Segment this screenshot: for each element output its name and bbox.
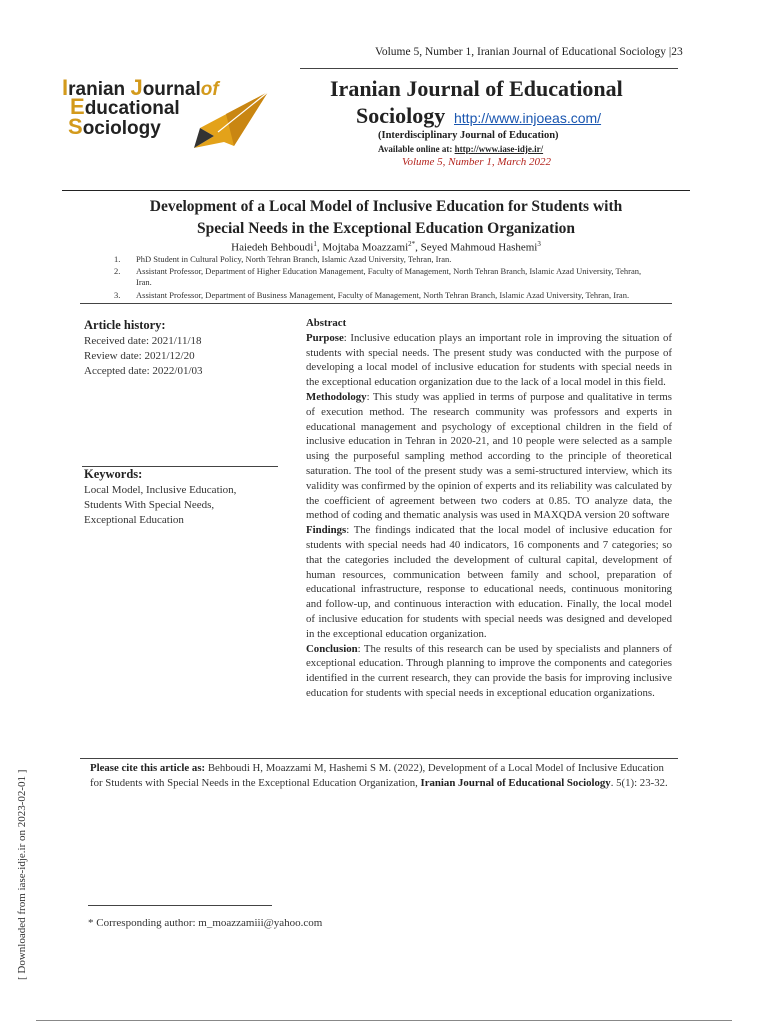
logo-line-2: Educational (70, 94, 180, 119)
header-rule (300, 68, 678, 69)
affiliation-number: 1. (114, 254, 121, 264)
pen-nib-icon (190, 88, 270, 150)
citation-rule (80, 758, 678, 759)
download-watermark: [ Downloaded from iase-idje.ir on 2023-02-01 ] (16, 769, 28, 980)
paper-title (80, 196, 692, 240)
author: Seyed Mahmoud Hashemi (420, 241, 538, 254)
abstract (306, 316, 672, 701)
corresponding-author: * Corresponding author: m_moazzamiii@yahoo.com (88, 917, 323, 929)
abstract-methodology: Methodology: This study was applied in terms of purpose and qualitative in terms of execution method. The research community was professors and experts in educational management and psychology of exceptional children in the field of inclusive education in Tehran in 2020-21, and 10 people were selected as a sample using the purposeful sampling method according to the principle of theoretical saturation. The tool of the present study was a semi-structured interview, which its validity was confirmed by the opinion of experts and its reliability was calculated by the coefficient of agreement between two coders at 0.85. TO analyze data, the method of coding and thematic analysis was used in MAXQDA version 20 software (306, 390, 672, 522)
author-sup: 2* (408, 240, 416, 248)
abstract-conclusion: Conclusion: The results of this research can be used by specialists and planners of exceptional education. Through planning to improve the components and categories identified in the current research, they can provide the basis for improving inclusive education for students with special needs in exceptional education organizations. (306, 642, 672, 699)
logo-line-1: Iranian Journalof (62, 75, 219, 100)
journal-logo (62, 74, 272, 154)
citation (90, 761, 670, 791)
author-sup: 1 (313, 240, 317, 248)
keyword-line: Students With Special Needs, (84, 499, 215, 511)
keyword-line: Exceptional Education (84, 514, 184, 526)
affiliation-rule (80, 303, 672, 304)
author: Haiedeh Behboudi (231, 241, 314, 254)
page-bottom-rule (36, 1020, 732, 1021)
journal-subtitle: (Interdisciplinary Journal of Education) (378, 130, 559, 141)
author-list: Haiedeh Behboudi$^1$, Mojtaba Moazzami$^{2*}$, Seyed Mahmoud Hashemi$^3$ (231, 240, 541, 254)
journal-title: Iranian Journal of Educational (330, 76, 623, 101)
author-sup: 3 (537, 240, 541, 248)
affiliation: Assistant Professor, Department of Business Management, Faculty of Management, North Tehran Branch, Islamic Azad University, Tehran, Iran. (136, 290, 630, 300)
abstract-findings: Findings: The findings indicated that the local model of inclusive education for students with special needs had 40 indicators, 16 components and 7 categories; so that the categories included the development of cultural capital, development of human resources, communication between family and school, preparation of educational infrastructure, response to educational needs, continuous monitoring and follow-up, and continuous interaction with education. Finally, the local model of inclusive education for students with special needs was designed and developed in the exceptional education organization. (306, 524, 672, 640)
issue-info: Volume 5, Number 1, March 2022 (402, 156, 551, 168)
available-label: Available online at: (378, 144, 455, 154)
paper-title-line-2: Special Needs in the Exceptional Education Organization (196, 220, 576, 237)
keyword-line: Local Model, Inclusive Education, (84, 484, 237, 496)
article-history-label: Article history: (84, 318, 166, 332)
affiliation: PhD Student in Cultural Policy, North Tehran Branch, Islamic Azad University, Tehran, Iran. (136, 254, 452, 264)
available-url-link[interactable]: http://www.iase-idje.ir/ (454, 144, 544, 154)
author: Mojtaba Moazzami (322, 241, 409, 254)
affiliation-continued: Iran. (136, 277, 152, 287)
keywords-label: Keywords: (84, 467, 143, 481)
citation-text: Behboudi H, Moazzami M, Hashemi S M. (2022), Development of a Local Model of Inclusive Education for Students with Special Needs in the Exceptional Education Organization, (90, 762, 664, 789)
paper-title-line-1: Development of a Local Model of Inclusive Education for Students with (149, 198, 623, 215)
received-date: Received date: 2021/11/18 (84, 335, 202, 347)
title-rule (62, 190, 690, 191)
affiliation: Assistant Professor, Department of Higher Education Management, Faculty of Management, North Tehran Branch, Islamic Azad University, Tehran, (136, 266, 642, 276)
journal-title-line-2: Sociology (356, 103, 446, 128)
citation-journal: Iranian Journal of Educational Sociology (420, 777, 611, 789)
footnote-rule (88, 905, 272, 906)
citation-tail: . 5(1): 23-32. (610, 777, 668, 789)
running-head: Volume 5, Number 1, Iranian Journal of Educational Sociology |23 (375, 46, 683, 58)
citation-label: Please cite this article as: (90, 762, 208, 774)
review-date: Review date: 2021/12/20 (84, 350, 195, 362)
logo-line-3: Sociology (68, 114, 161, 139)
affiliation-number: 3. (114, 290, 121, 300)
available-online (378, 144, 543, 154)
accepted-date: Accepted date: 2022/01/03 (84, 365, 203, 377)
affiliation-number: 2. (114, 266, 121, 276)
journal-url-link[interactable]: http://www.injoeas.com/ (454, 110, 602, 126)
abstract-purpose: Purpose: Inclusive education plays an important role in improving the situation of students with special needs. The present study was conducted with the purpose of developing a local model of inclusive education for students with special needs in the exceptional education organization due to the lack of a local model in this field. (306, 331, 672, 389)
abstract-heading: Abstract (306, 317, 347, 329)
